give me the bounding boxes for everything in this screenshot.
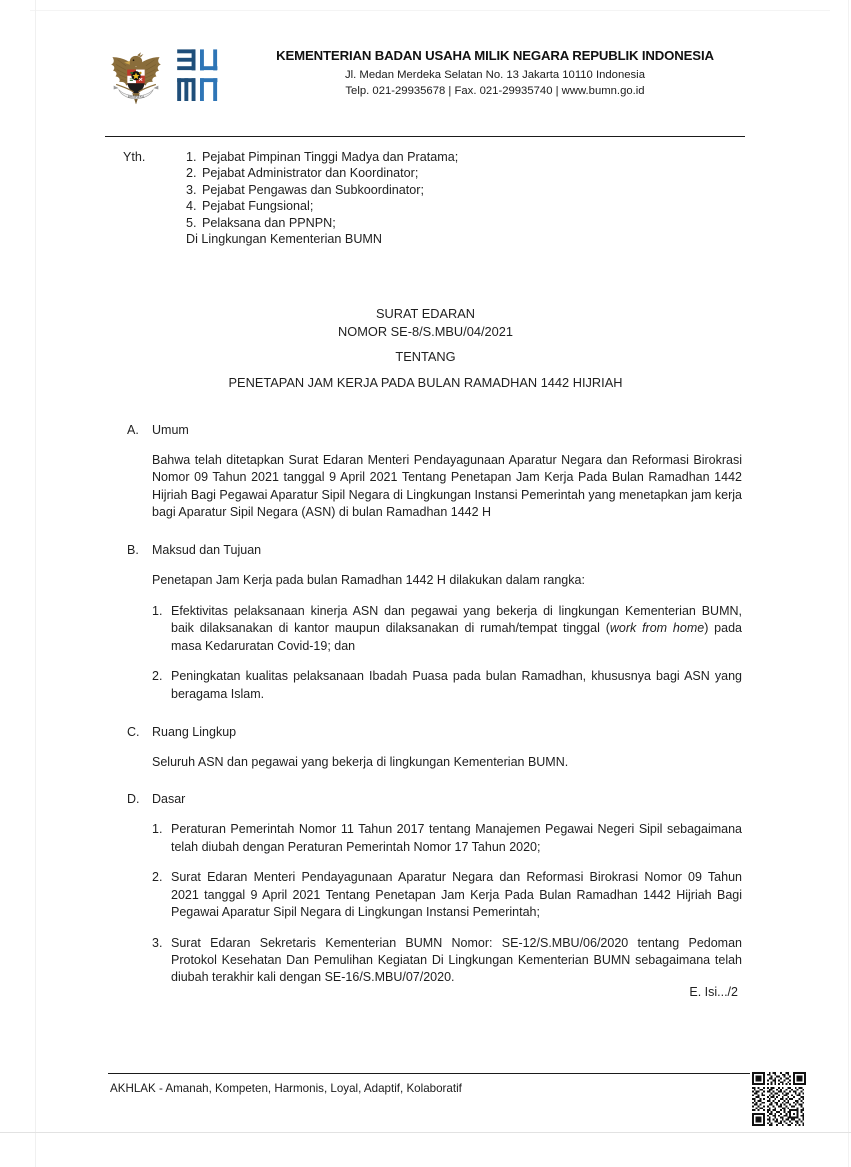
section-b-title: Maksud dan Tujuan — [152, 542, 262, 557]
addressee-item-label: Pejabat Administrator dan Koordinator; — [202, 166, 419, 181]
letterhead — [105, 44, 750, 108]
list-item-number: 2. — [152, 669, 163, 684]
list-item-text — [171, 603, 742, 655]
section-c-letter: C. — [127, 725, 140, 740]
section-b-list — [152, 603, 742, 703]
section-d — [127, 791, 742, 986]
addressee-item — [186, 165, 458, 181]
section-a-paragraph: Bahwa telah ditetapkan Surat Edaran Menteri Pendayagunaan Aparatur Negara dan Reformasi Birokrasi Nomor 09 Tahun 2021 tanggal 9 April 2021 Tentang Penetapan Jam Kerja Pada Bulan Ramadhan 1442 Hijriah Bagi Pegawai Aparatur Sipil Negara di Lingkungan Instansi Pemerintah yang menetapkan jam kerja bagi Aparatur Sipil Negara (ASN) di bulan Ramadhan 1442 H — [152, 453, 742, 520]
addressee-item-label: Pejabat Pimpinan Tinggi Madya dan Pratama; — [202, 150, 459, 164]
section-a — [127, 422, 742, 522]
section-b-letter: B. — [127, 542, 139, 557]
section-d-title: Dasar — [152, 792, 186, 807]
page-edge-artifact-bottom — [0, 1132, 851, 1133]
addressee-item — [186, 198, 458, 214]
section-c-heading — [127, 724, 742, 741]
institution-name: KEMENTERIAN BADAN USAHA MILIK NEGARA REPUBLIK INDONESIA — [276, 48, 714, 63]
list-item-number: 1. — [152, 604, 163, 619]
addressee-item — [186, 182, 458, 198]
addressee-item-number: 3. — [186, 182, 197, 197]
section-a-heading — [127, 422, 742, 439]
list-item-text: Surat Edaran Menteri Pendayagunaan Aparatur Negara dan Reformasi Birokrasi Nomor 09 Tahun 2021 tanggal 9 April 2021 Tentang Penetapan Jam Kerja Pada Bulan Ramadhan 1442 Hijriah Bagi Pegawai Aparatur Sipil Negara di Lingkungan Instansi Pemerintah; — [171, 870, 742, 920]
section-c — [127, 724, 742, 771]
list-item-number: 2. — [152, 870, 163, 885]
section-d-letter: D. — [127, 792, 140, 807]
bumn-logo — [176, 47, 224, 107]
list-item — [152, 935, 742, 987]
footer-divider-rule — [108, 1073, 750, 1074]
list-item — [152, 668, 742, 703]
document-subject: PENETAPAN JAM KERJA PADA BULAN RAMADHAN 1442 HIJRIAH — [228, 374, 623, 390]
section-d-list — [152, 821, 742, 986]
addressee-block — [123, 149, 458, 247]
page-continuation-marker: E. Isi.../2 — [689, 985, 738, 999]
about-label: TENTANG — [395, 349, 456, 365]
list-item-number: 3. — [152, 935, 163, 950]
section-c-paragraph: Seluruh ASN dan pegawai yang bekerja di lingkungan Kementerian BUMN. — [152, 755, 569, 770]
list-item — [152, 603, 742, 655]
addressee-item-number: 5. — [186, 215, 197, 230]
garuda-pancasila-emblem — [105, 46, 167, 108]
section-d-heading — [127, 791, 742, 808]
addressee-label: Yth. — [123, 150, 146, 164]
addressee-item-number: 2. — [186, 166, 197, 181]
document-body — [127, 422, 742, 987]
addressee-item-number: 4. — [186, 199, 197, 214]
title-block — [0, 305, 851, 391]
addressee-item-label: Pejabat Pengawas dan Subkoordinator; — [202, 182, 424, 197]
addressee-item — [186, 215, 458, 231]
section-b-heading — [127, 542, 742, 559]
page-edge-artifact-left — [35, 0, 36, 1167]
list-item-text-before: Efektivitas pelaksanaan kinerja ASN dan pegawai yang bekerja di lingkungan Kementerian BUMN, baik dilaksanakan di kantor maupun dilaksanakan di rumah/tempat tinggal ( — [171, 604, 742, 636]
addressee-item-number: 1. — [186, 150, 197, 164]
page-edge-artifact-right — [848, 0, 849, 1167]
list-item-text-italic: work from home — [609, 621, 705, 636]
footer-tagline: AKHLAK - Amanah, Kompeten, Harmonis, Loyal, Adaptif, Kolaboratif — [110, 1082, 462, 1095]
list-item-text: Peraturan Pemerintah Nomor 11 Tahun 2017 tentang Manajemen Pegawai Negeri Sipil sebagaimana telah diubah dengan Peraturan Pemerintah Nomor 17 Tahun 2020; — [171, 822, 742, 854]
institution-address: Jl. Medan Merdeka Selatan No. 13 Jakarta 10110 Indonesia — [345, 68, 645, 81]
institution-contact: Telp. 021-29935678 | Fax. 021-29935740 | www.bumn.go.id — [345, 84, 645, 97]
addressee-closing-row — [186, 231, 458, 247]
addressee-item — [186, 149, 458, 165]
list-item-text-after: ) pada masa Kedaruratan Covid-19; dan — [171, 621, 742, 653]
document-type: SURAT EDARAN — [375, 306, 476, 321]
addressee-list — [186, 149, 458, 247]
list-item-number: 1. — [152, 822, 163, 837]
list-item — [152, 869, 742, 921]
svg-text:BHINNEKA: BHINNEKA — [127, 95, 145, 100]
institution-text — [224, 44, 750, 99]
list-item — [152, 821, 742, 856]
addressee-closing: Di Lingkungan Kementerian BUMN — [186, 232, 383, 247]
list-item-text: Peningkatan kualitas pelaksanaan Ibadah Puasa pada bulan Ramadhan, khususnya bagi ASN yang beragama Islam. — [171, 669, 742, 701]
list-item-text: Surat Edaran Sekretaris Kementerian BUMN Nomor: SE-12/S.MBU/06/2020 tentang Pedoman Protokol Kesehatan Dan Pemulihan Kegiatan Di Lingkungan Kementerian BUMN sebagaimana telah diubah terakhir kali dengan SE-16/S.MBU/07/2020. — [171, 935, 742, 985]
qr-code — [752, 1072, 806, 1126]
header-divider-rule — [105, 136, 745, 137]
logo-block — [105, 44, 224, 108]
page-edge-artifact-top — [30, 10, 830, 11]
section-b-lead: Penetapan Jam Kerja pada bulan Ramadhan 1442 H dilakukan dalam rangka: — [152, 572, 585, 587]
addressee-item-label: Pelaksana dan PPNPN; — [202, 215, 336, 230]
addressee-item-label: Pejabat Fungsional; — [202, 199, 314, 214]
section-a-title: Umum — [152, 423, 189, 437]
document-number: NOMOR SE-8/S.MBU/04/2021 — [338, 323, 513, 339]
section-a-letter: A. — [127, 423, 139, 437]
section-c-title: Ruang Lingkup — [152, 725, 237, 740]
section-b — [127, 542, 742, 703]
